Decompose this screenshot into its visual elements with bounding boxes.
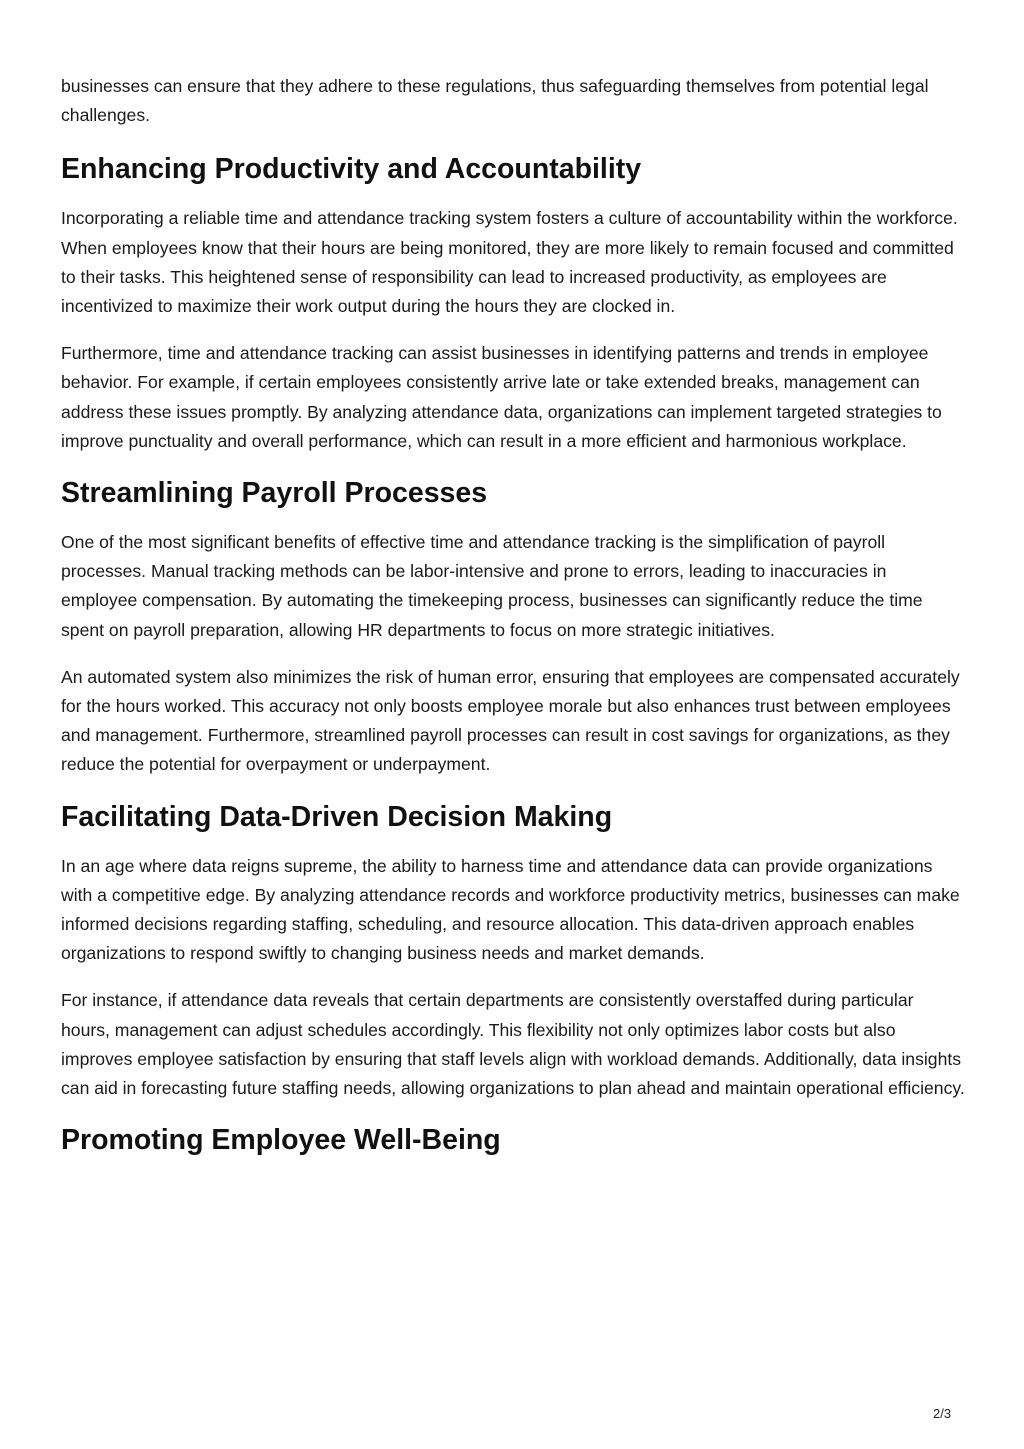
section-heading-data-driven: Facilitating Data-Driven Decision Making xyxy=(61,800,613,833)
data-driven-paragraph-2: For instance, if attendance data reveals that certain departments are consistently overstaffed during particular hours, management can adjust schedules accordingly. This flexibility not only optimizes labor costs but also improves employee satisfaction by ensuring that staff levels align with workload demands. Additionally, data insights can aid in forecasting future staffing needs, allowing organizations to plan ahead and maintain operational efficiency. xyxy=(61,990,965,1099)
section-heading-productivity: Enhancing Productivity and Accountability xyxy=(61,153,642,186)
productivity-paragraph-1: Incorporating a reliable time and attendance tracking system fosters a culture of accountability within the workforce. When employees know that their hours are being monitored, they are more likely to remain focused and committed to their tasks. This heightened sense of responsibility can lead to increased productivity, as employees are incentivized to maximize their work output during the hours they are clocked in. xyxy=(61,208,958,317)
data-driven-paragraph-1: In an age where data reigns supreme, the ability to harness time and attendance data can provide organizations with a competitive edge. By analyzing attendance records and workforce productivity metrics, businesses can make informed decisions regarding staffing, scheduling, and resource allocation. This data-driven approach enables organizations to respond swiftly to changing business needs and market demands. xyxy=(61,855,960,964)
intro-paragraph: businesses can ensure that they adhere to these regulations, thus safeguarding themselves from potential legal challenges. xyxy=(61,76,929,126)
section-heading-payroll: Streamlining Payroll Processes xyxy=(61,477,488,510)
payroll-paragraph-2: An automated system also minimizes the risk of human error, ensuring that employees are compensated accurately for the hours worked. This accuracy not only boosts employee morale but also enhances trust between employees and management. Furthermore, streamlined payroll processes can result in cost savings for organizations, as they reduce the potential for overpayment or underpayment. xyxy=(61,666,960,775)
document-page xyxy=(61,72,966,1175)
page-number: 2/3 xyxy=(933,1406,952,1421)
section-heading-well-being: Promoting Employee Well-Being xyxy=(61,1124,501,1157)
payroll-paragraph-1: One of the most significant benefits of effective time and attendance tracking is the simplification of payroll processes. Manual tracking methods can be labor-intensive and prone to errors, leading to inaccuracies in employee compensation. By automating the timekeeping process, businesses can significantly reduce the time spent on payroll preparation, allowing HR departments to focus on more strategic initiatives. xyxy=(61,532,923,640)
productivity-paragraph-2: Furthermore, time and attendance tracking can assist businesses in identifying patterns and trends in employee behavior. For example, if certain employees consistently arrive late or take extended breaks, management can address these issues promptly. By analyzing attendance data, organizations can implement targeted strategies to improve punctuality and overall performance, which can result in a more efficient and harmonious workplace. xyxy=(61,343,942,451)
